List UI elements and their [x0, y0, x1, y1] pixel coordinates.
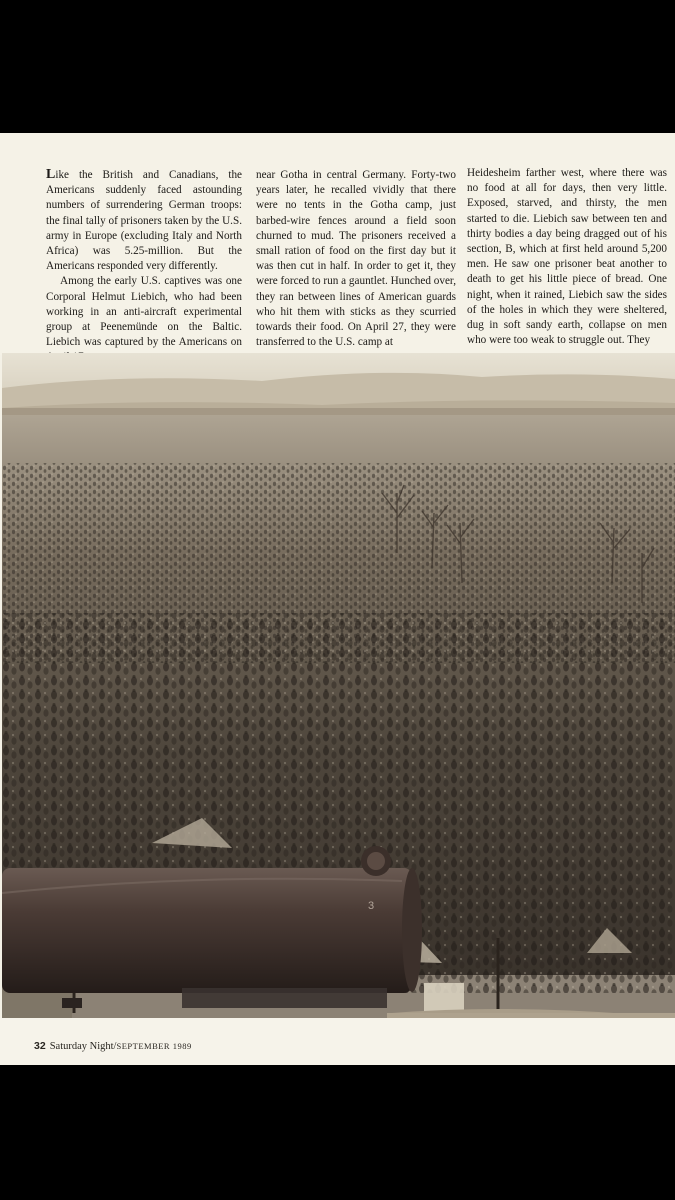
page-number: 32 [34, 1040, 46, 1052]
article-text [0, 133, 675, 355]
magazine-page [0, 133, 675, 1065]
tank-marking: 3 [368, 900, 375, 912]
prison-camp-photo [2, 353, 675, 1018]
paragraph: near Gotha in central Germany. Forty-two years later, he recalled vividly that there were no tents in the Gotha camp, just barbed-wire fences around a field soon churned to mud. The prisoners received a small ration of food on the first day but it was then cut in half. In order to get it, they were forced to run a gauntlet. Hunched over, they ran between lines of American guards who hit them with sticks as they scurried towards their food. On April 27, they were transferred to the U.S. camp at [256, 169, 456, 349]
article-column-3 [467, 166, 667, 348]
paragraph: Heidesheim farther west, where there was no food at all for days, then very little. Exposed, starved, and thirsty, the men started to die. Liebich saw between ten and thirty bodies a day being dragged out of his section, B, which at first held around 5,200 men. He saw one prisoner beat another to death to get his little piece of bread. One night, when it rained, Liebich saw the sides of the holes in which they were sheltered, dug in soft sandy earth, collapse on men who were too weak to struggle out. They [467, 167, 667, 347]
paragraph-text: ike the British and Canadians, the Americans suddenly faced astounding numbers of surrendering German troops: the final tally of prisoners taken by the U.S. army in Europe (excluding Italy and North Africa) was 5.25-million. But the Americans responded very differently. [46, 169, 242, 273]
drop-cap: L [46, 167, 56, 182]
article-column-1 [46, 167, 242, 366]
water-tank [2, 846, 422, 1008]
issue-date: SEPTEMBER 1989 [116, 1041, 192, 1051]
publication-name: Saturday Night/ [49, 1041, 117, 1052]
tree-line [2, 408, 675, 416]
paragraph: Among the early U.S. captives was one Corporal Helmut Liebich, who had been working in an anti-aircraft experimental group at Peenemünde on the Baltic. Liebich was captured by the Americans on [46, 275, 242, 349]
article-column-2 [256, 168, 456, 350]
paragraph [46, 167, 242, 274]
folio [34, 1040, 192, 1052]
page-footer [0, 1018, 675, 1065]
